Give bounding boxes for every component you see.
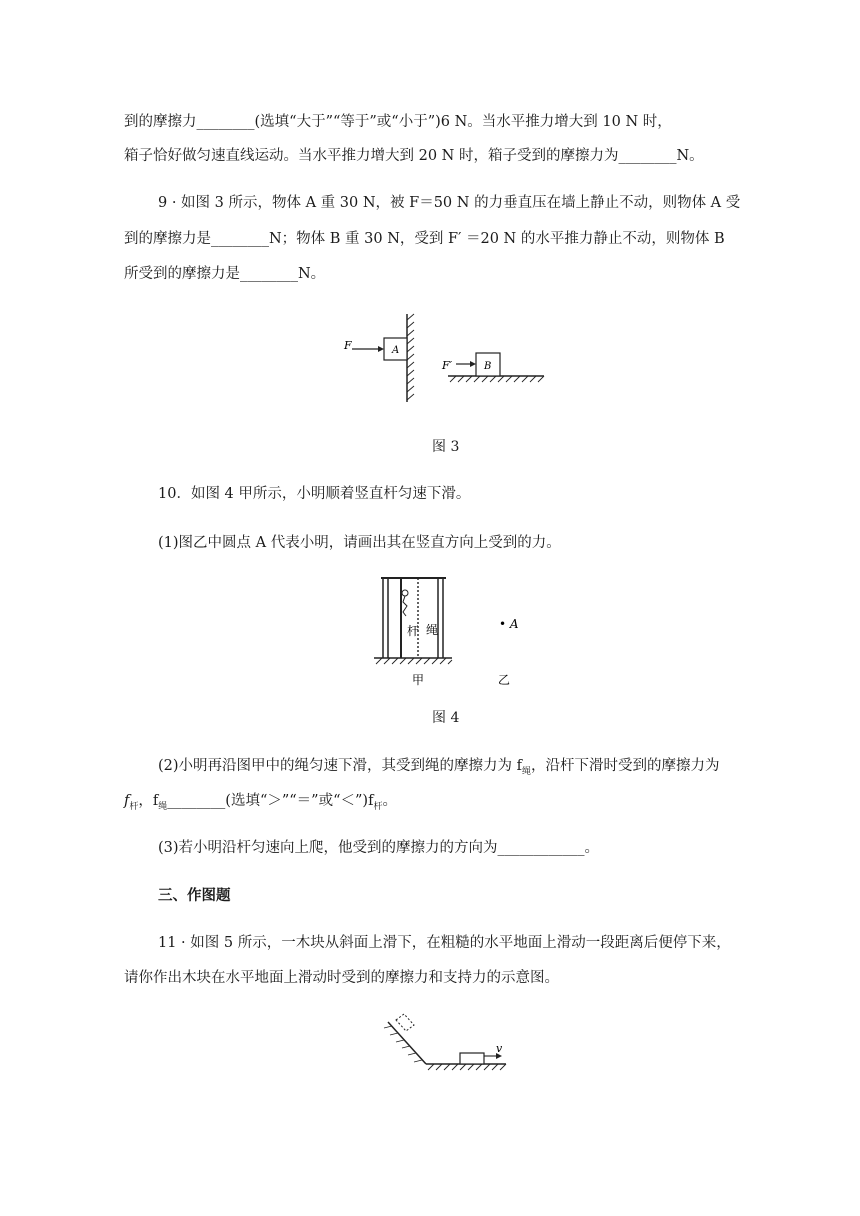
sub-figure-yi-label: 乙 [498, 673, 511, 687]
text-line: 到的摩擦力________(选填“大于”“等于”或“小于”)6 N。当水平推力增大到 10 N 时， [124, 114, 672, 130]
question-10-line [124, 791, 397, 817]
sub-figure-jia-label: 甲 [412, 673, 425, 687]
question-9-line: 所受到的摩擦力是________N。 [124, 266, 326, 282]
question-9-line: 9 · 如图 3 所示，物体 A 重 30 N，被 F＝50 N 的力垂直压在墙上静止不动，则物体 A 受 [158, 195, 741, 211]
question-11-line: 请你作出木块在水平地面上滑动时受到的摩擦力和支持力的示意图。 [124, 970, 559, 986]
text-run: f [124, 793, 130, 809]
figure-3-caption: 图 3 [432, 439, 460, 455]
question-10-line: (1)图乙中圆点 A 代表小明，请画出其在竖直方向上受到的力。 [158, 535, 561, 551]
block-a-label: A [392, 345, 400, 356]
question-11-line: 11 · 如图 5 所示，一木块从斜面上滑下，在粗糙的水平地面上滑动一段距离后便停下来， [158, 935, 731, 951]
block-b-label: B [484, 361, 492, 372]
text-run: ，f [138, 793, 159, 809]
question-9-line: 到的摩擦力是________N；物体 B 重 30 N，受到 F′ ＝20 N 的水平推力静止不动，则物体 B [124, 231, 725, 247]
figure-4-caption: 图 4 [432, 710, 460, 726]
section-heading: 三、作图题 [158, 888, 231, 904]
force-f-label: F [344, 339, 352, 352]
question-10-line [158, 756, 720, 782]
pole-label: 杆 [407, 624, 420, 638]
question-10-line: (3)若小明沿杆匀速向上爬，他受到的摩擦力的方向为____________。 [158, 840, 600, 856]
velocity-label: v [496, 1042, 503, 1055]
subscript: 杆 [373, 801, 383, 812]
text-run: 。 [382, 793, 397, 809]
figure-5-diagram [380, 1012, 510, 1072]
subscript: 杆 [129, 801, 139, 812]
rope-label: 绳 [426, 623, 439, 637]
force-fprime-label: F′ [442, 359, 453, 372]
question-10-line: 10．如图 4 甲所示，小明顺着竖直杆匀速下滑。 [158, 486, 471, 502]
subscript: 绳 [522, 766, 532, 777]
figure-3-diagram [340, 312, 550, 404]
text-run: (2)小明再沿图甲中的绳匀速下滑，其受到绳的摩擦力为 f [158, 758, 523, 774]
text-line: 箱子恰好做匀速直线运动。当水平推力增大到 20 N 时，箱子受到的摩擦力为________N。 [124, 148, 704, 164]
text-run: ________(选填“＞”“＝”或“＜”)f [167, 793, 374, 809]
text-run: ，沿杆下滑时受到的摩擦力为 [531, 758, 720, 774]
subscript: 绳 [158, 801, 168, 812]
point-a-label: • A [499, 617, 519, 631]
figure-4-diagram [370, 572, 530, 692]
